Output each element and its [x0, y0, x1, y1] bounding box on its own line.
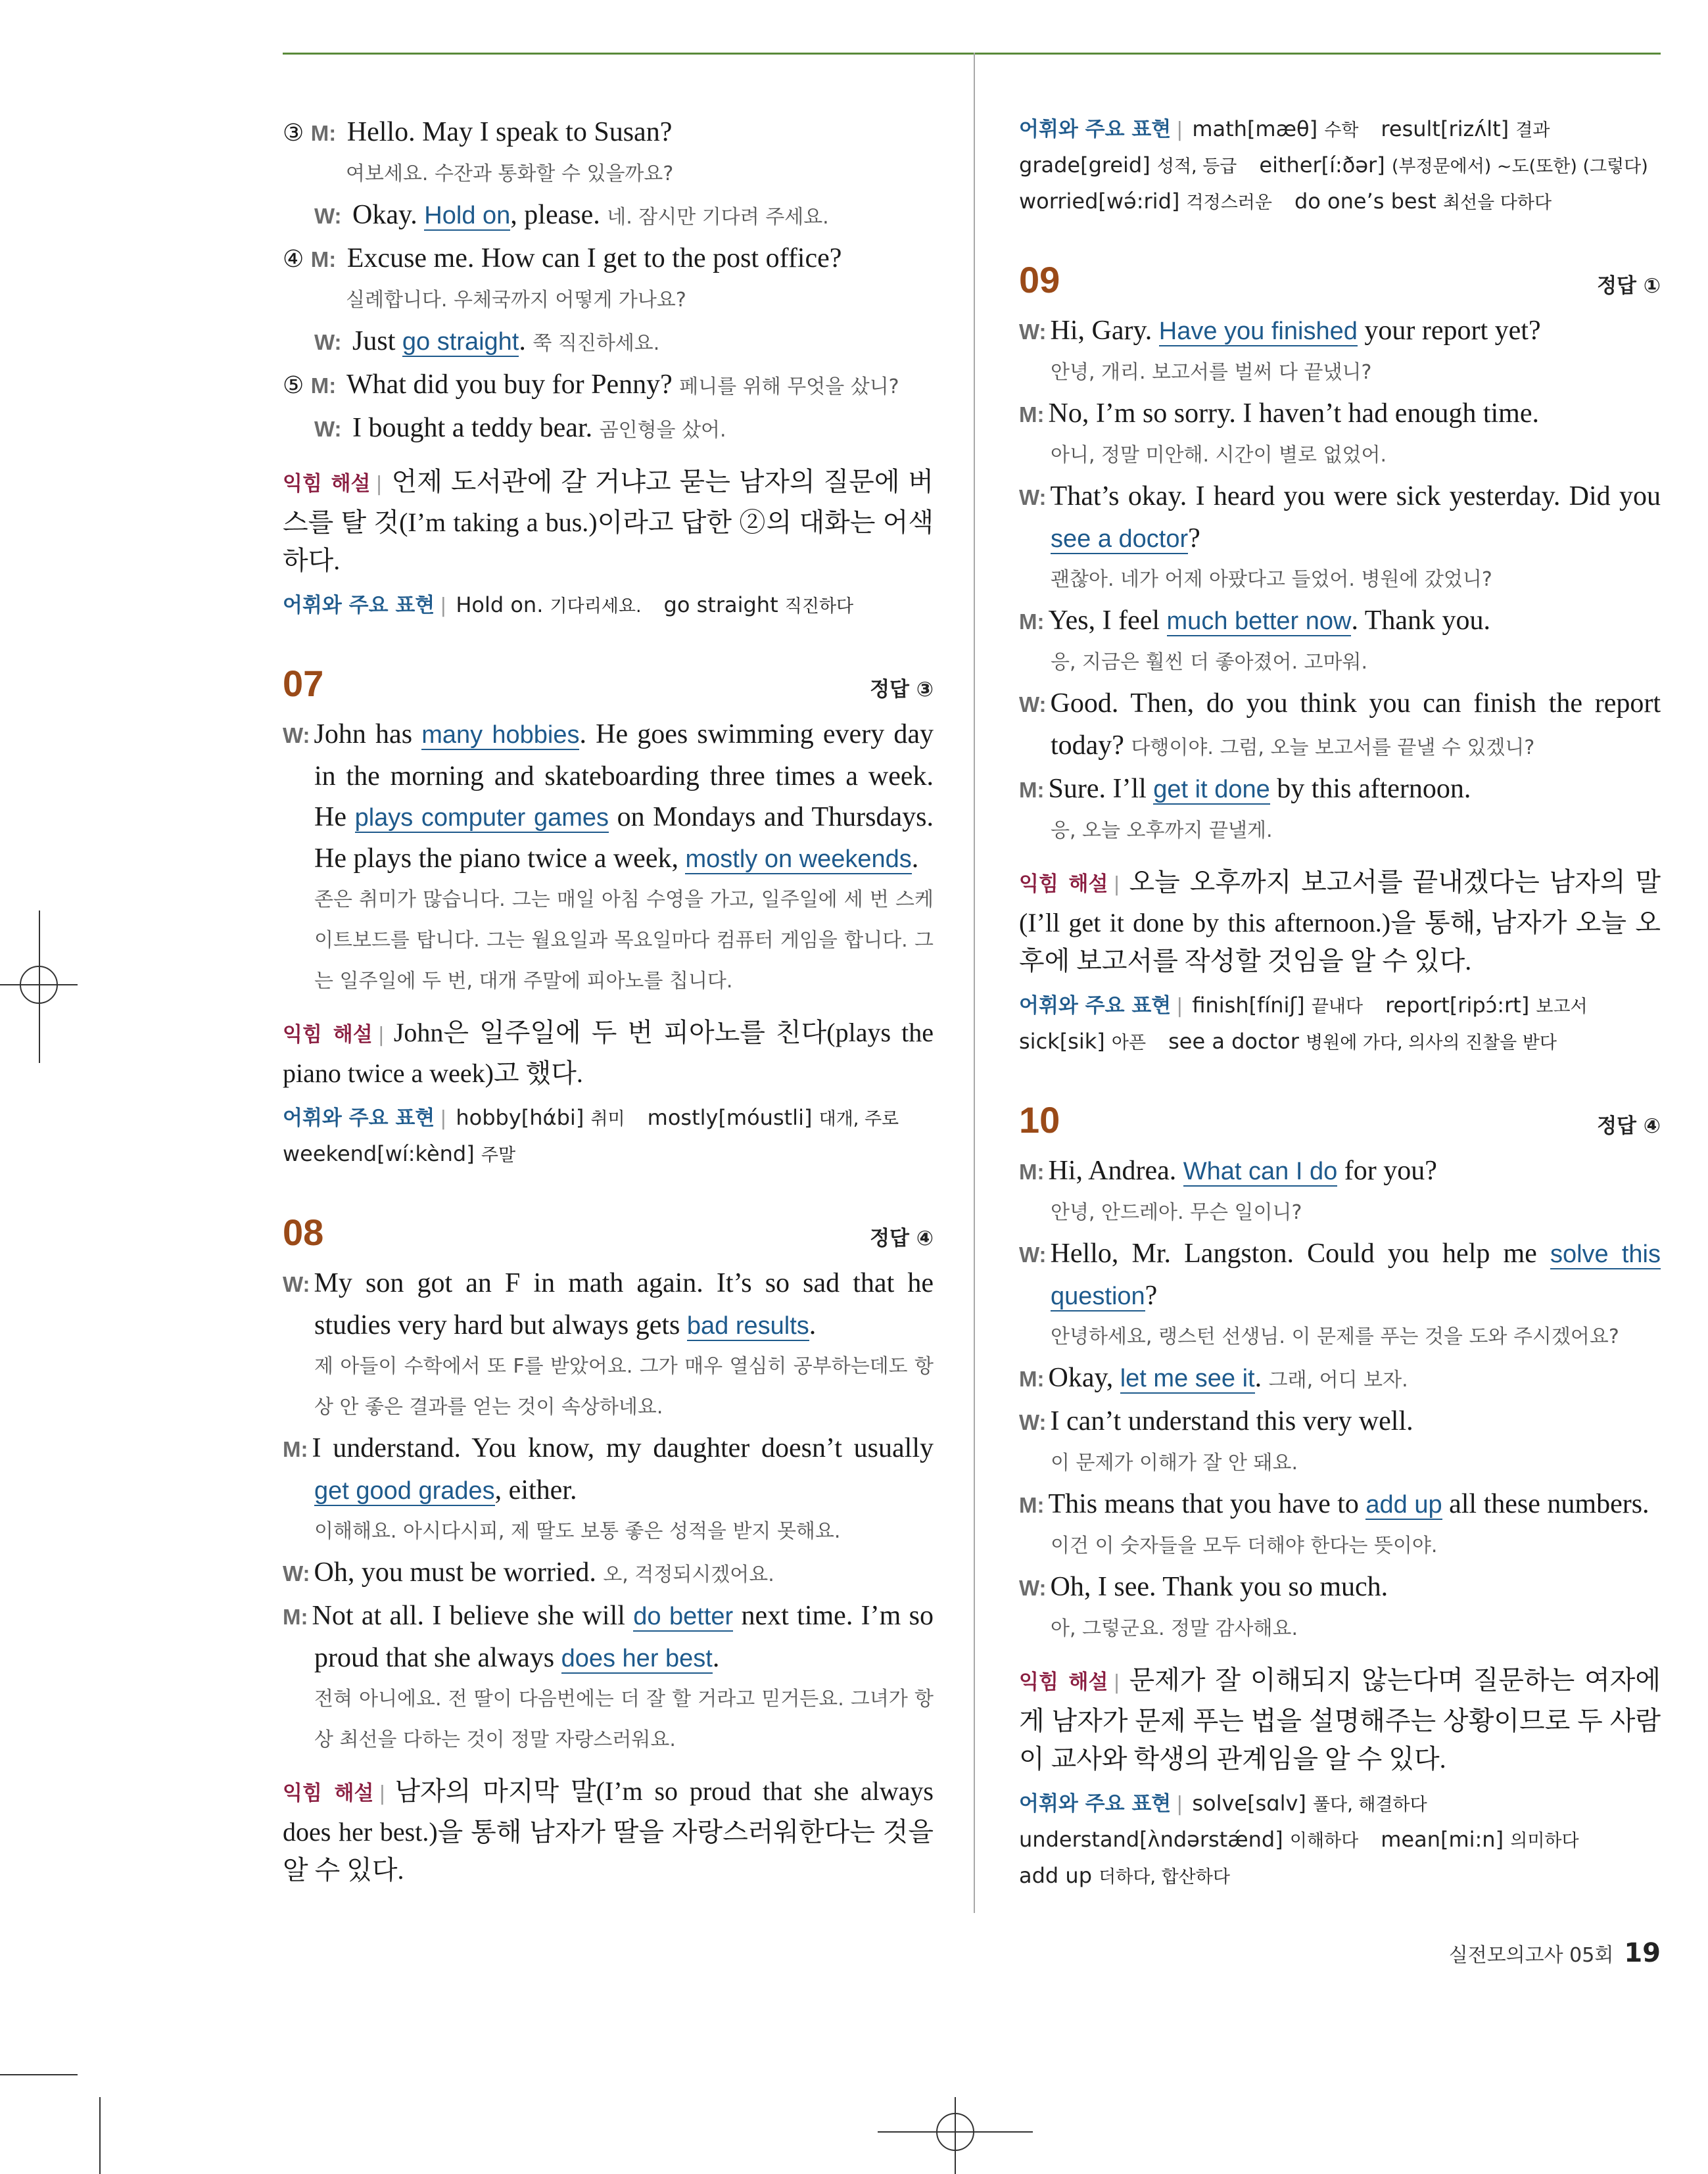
question-09 — [1019, 258, 1661, 1060]
dialog-line: M: Sure. I’ll get it done by this afternoon. — [1019, 774, 1471, 804]
dialog-line: M: Yes, I feel much better now. Thank you. — [1019, 605, 1490, 636]
key-expression: get it done — [1153, 776, 1270, 803]
question-number: 07 — [283, 663, 324, 704]
top-rule — [283, 53, 1661, 55]
explanation: 익힘 해설 | John은 일주일에 두 번 피아노를 친다(plays the piano twice a week)고 했다. — [283, 1018, 934, 1088]
translation: 존은 취미가 많습니다. 그는 매일 아침 수영을 가고, 일주일에 세 번 스케이트보드를 탑니다. 그는 월요일과 목요일마다 컴퓨터 게임을 합니다. 그는 일주일에 두 번, 대개 주말에 피아노를 칩니다. — [314, 888, 934, 993]
right-column — [1019, 112, 1661, 1895]
dialog-line: W: Hello, Mr. Langston. Could you help me solve this question? — [1019, 1239, 1661, 1311]
key-expression: go straight — [402, 328, 519, 356]
translation: 응, 지금은 훨씬 더 좋아졌어. 고마워. — [1051, 651, 1368, 674]
key-expression: get good grades — [314, 1477, 495, 1505]
translation: 이해해요. 아시다시피, 제 딸도 보통 좋은 성적을 받지 못해요. — [314, 1520, 841, 1543]
translation: 괜찮아. 네가 어제 아팠다고 들었어. 병원에 갔었니? — [1051, 568, 1492, 591]
key-expression: What can I do — [1183, 1158, 1338, 1185]
answer-key: 정답 ① — [1597, 274, 1661, 298]
translation: 제 아들이 수학에서 또 F를 받았어요. 그가 매우 열심히 공부하는데도 항상 안 좋은 결과를 얻는 것이 속상하네요. — [314, 1355, 934, 1419]
question-08 — [283, 1211, 934, 1889]
page-number: 19 — [1624, 1938, 1661, 1968]
translation: 아, 그렇군요. 정말 감사해요. — [1051, 1617, 1298, 1640]
explanation: 익힘 해설 | 남자의 마지막 말(I’m so proud that she always does her best.)을 통해 남자가 딸을 자랑스러워한다는 것을 알 수 있다. — [283, 1776, 934, 1885]
explanation: 익힘 해설 | 오늘 오후까지 보고서를 끝내겠다는 남자의 말(I’ll get it done by this afternoon.)을 통해, 남자가 오늘 오후에 보고서를 작성할 것임을 알 수 있다. — [1019, 867, 1661, 976]
key-expression: bad results — [686, 1312, 809, 1340]
explanation: 익힘 해설 | 언제 도서관에 갈 거냐고 묻는 남자의 질문에 버스를 탈 것(I’m taking a bus.)이라고 답한 ②의 대화는 어색하다. — [283, 467, 934, 575]
key-expression: do better — [633, 1603, 734, 1630]
question-number: 08 — [283, 1212, 324, 1253]
dialog-line: W: Just go straight. 쭉 직진하세요. — [314, 326, 660, 356]
question-10 — [1019, 1099, 1661, 1895]
translation: 이 문제가 이해가 잘 안 돼요. — [1051, 1452, 1298, 1475]
key-expression: much better now — [1166, 607, 1352, 635]
question-number: 09 — [1019, 259, 1060, 300]
dialog-line: M: Hi, Andrea. What can I do for you? — [1019, 1156, 1437, 1186]
dialog-line: M: This means that you have to add up all these numbers. — [1019, 1489, 1649, 1519]
vocabulary: 어휘와 주요 표현 | Hold on. 기다리세요. go straight 직진하다 — [283, 592, 854, 617]
dialog-line: W: Oh, you must be worried. 오, 걱정되시겠어요. — [283, 1557, 774, 1588]
question-number: 10 — [1019, 1099, 1060, 1141]
key-expression: solve this question — [1051, 1241, 1661, 1310]
dialog-line: M: I understand. You know, my daughter doesn’t usually get good grades, either. — [283, 1433, 934, 1505]
column-divider — [974, 53, 975, 1913]
dialog-line: W: John has many hobbies. He goes swimming every day in the morning and skateboarding three times a week. He plays computer games on Mondays and Thursdays. He plays the piano twice a week, mostly on weekends. — [283, 719, 934, 874]
vocabulary: 어휘와 주요 표현 | math[mæθ] 수학 result[rizʌ́lt] 결과 grade[greid] 성적, 등급 either[í:ðər] (부정문에서) ~도(또한) (그렇다) worried[wə́:rid] 걱정스러운 do one’s best 최선을 다하다 — [1019, 116, 1648, 214]
vocabulary: 어휘와 주요 표현 | solve[sɑlv] 풀다, 해결하다 understand[ʌ̀ndərstǽnd] 이해하다 mean[mi:n] 의미하다 add up 더하다, 합산하다 — [1019, 1791, 1579, 1888]
vocabulary: 어휘와 주요 표현 | hobby[hάbi] 취미 mostly[móustli] 대개, 주로 weekend[wí:kènd] 주말 — [283, 1105, 899, 1166]
dialog-line: M: Not at all. I believe she will do better next time. I’m so proud that she always does her best. — [283, 1601, 934, 1673]
footer-title: 실전모의고사 05회 — [1448, 1944, 1614, 1967]
translation: 안녕, 안드레아. 무슨 일이니? — [1051, 1201, 1302, 1224]
dialog-line: W: I bought a teddy bear. 곰인형을 샀어. — [314, 413, 726, 443]
question-07 — [283, 662, 934, 1173]
dialog-line: M: Okay, let me see it. 그래, 어디 보자. — [1019, 1363, 1408, 1393]
key-expression: does her best — [561, 1645, 713, 1672]
vocabulary: 어휘와 주요 표현 | finish[fíniʃ] 끝내다 report[ripɔ́:rt] 보고서 sick[sik] 아픈 see a doctor 병원에 가다, 의사의 진찰을 받다 — [1019, 993, 1588, 1054]
translation: 응, 오늘 오후까지 끝낼게. — [1051, 819, 1273, 842]
translation: 안녕, 개리. 보고서를 벌써 다 끝냈니? — [1051, 361, 1372, 384]
dialog-line: ③ M: Hello. May I speak to Susan? — [283, 117, 673, 147]
q06-dialog — [283, 112, 934, 624]
key-expression: Hold on — [424, 202, 511, 229]
translation: 여보세요. 수잔과 통화할 수 있을까요? — [346, 162, 674, 185]
dialog-line: W: My son got an F in math again. It’s so sad that he studies very hard but always gets bad results. — [283, 1268, 934, 1340]
dialog-line: W: That’s okay. I heard you were sick yesterday. Did you see a doctor? — [1019, 481, 1661, 554]
translation: 전혀 아니에요. 전 딸이 다음번에는 더 잘 할 거라고 믿거든요. 그녀가 항상 최선을 다하는 것이 정말 자랑스러워요. — [314, 1688, 934, 1751]
key-expression: Have you finished — [1158, 318, 1358, 345]
dialog-line: W: Okay. Hold on, please. 네. 잠시만 기다려 주세요. — [314, 200, 829, 230]
page-footer — [1449, 1938, 1661, 1968]
key-expression: add up — [1365, 1491, 1442, 1519]
dialog-line: ⑤ M: What did you buy for Penny? 페니를 위해 무엇을 샀니? — [283, 369, 899, 400]
left-column — [283, 112, 934, 1889]
translation: 실례합니다. 우체국까지 어떻게 가나요? — [346, 289, 686, 312]
dialog-line: ④ M: Excuse me. How can I get to the post office? — [283, 243, 842, 273]
answer-key: 정답 ④ — [870, 1227, 934, 1250]
dialog-line: W: Good. Then, do you think you can finish the report today? 다행이야. 그럼, 오늘 보고서를 끝낼 수 있겠니? — [1019, 688, 1661, 761]
answer-key: 정답 ③ — [870, 678, 934, 701]
dialog-line: W: Oh, I see. Thank you so much. — [1019, 1572, 1388, 1602]
dialog-line: W: I can’t understand this very well. — [1019, 1406, 1413, 1436]
answer-key: 정답 ④ — [1597, 1114, 1661, 1138]
key-expression: plays computer games — [354, 804, 609, 832]
translation: 아니, 정말 미안해. 시간이 별로 없었어. — [1051, 444, 1387, 467]
dialog-line: W: Hi, Gary. Have you finished your report yet? — [1019, 316, 1541, 346]
translation: 안녕하세요, 랭스턴 선생님. 이 문제를 푸는 것을 도와 주시겠어요? — [1051, 1325, 1619, 1348]
explanation: 익힘 해설 | 문제가 잘 이해되지 않는다며 질문하는 여자에게 남자가 문제 푸는 법을 설명해주는 상황이므로 두 사람이 교사와 학생의 관계임을 알 수 있다. — [1019, 1665, 1661, 1774]
dialog-line: M: No, I’m so sorry. I haven’t had enough time. — [1019, 398, 1539, 429]
key-expression: see a doctor — [1051, 525, 1189, 553]
translation: 이건 이 숫자들을 모두 더해야 한다는 뜻이야. — [1051, 1534, 1438, 1557]
key-expression: mostly on weekends — [685, 845, 912, 873]
key-expression: many hobbies — [421, 721, 580, 749]
key-expression: let me see it — [1120, 1365, 1255, 1392]
